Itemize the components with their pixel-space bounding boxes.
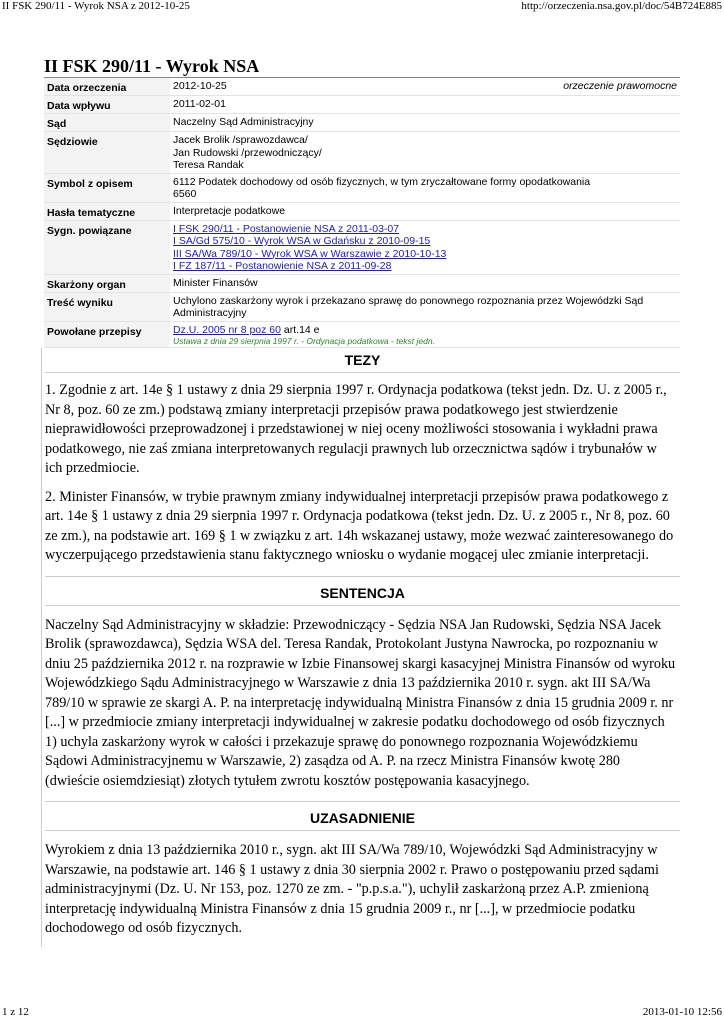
judge: Jacek Brolik /sprawozdawca/: [173, 134, 308, 146]
related-case-link[interactable]: III SA/Wa 789/10 - Wyrok WSA w Warszawie z 2010-10-13: [173, 247, 447, 260]
field-label: Sygn. powiązane: [44, 220, 170, 274]
table-row: [44, 274, 680, 292]
print-header-url: http://orzeczenia.nsa.gov.pl/doc/54B724E885: [521, 0, 722, 12]
section-heading: TEZY: [45, 348, 680, 373]
keywords: Interpretacje podatkowe: [170, 202, 680, 220]
related-case-link[interactable]: I FZ 187/11 - Postanowienie NSA z 2011-09-28: [173, 260, 392, 272]
judge: Teresa Randak: [173, 159, 244, 171]
related-case-link[interactable]: I SA/Gd 575/10 - Wyrok WSA w Gdańsku z 2010-09-15: [173, 235, 431, 247]
print-footer: [0, 1006, 724, 1020]
field-label: Sędziowie: [44, 132, 170, 174]
related-cases: [170, 220, 680, 274]
section-uzasadnienie: [41, 801, 680, 947]
thesis-paragraph: 2. Minister Finansów, w trybie prawnym zmiany indywidualnej interpretacji przepisów prawa podatkowego z art. 14e § 1 ustawy z dnia 29 sierpnia 1997 r. Ordynacja podatkowa (tekst jedn. Dz. U. z 2005 r., Nr 8, poz. 60 ze zm.), na podstawie art. 169 § 1 w związku z art. 14h wskazanej ustawy, może wezwać zainteresowanego do wyczerpującego przedstawienia stanu faktycznego wniosku o wydanie mogącej ulec zmianie interpretacji.: [45, 488, 674, 563]
judgment-date: 2012-10-25: [173, 80, 227, 92]
field-label: Data orzeczenia: [44, 78, 170, 96]
field-value-date: [170, 78, 680, 96]
field-label: Hasła tematyczne: [44, 202, 170, 220]
symbol: 6112 Podatek dochodowy od osób fizycznych, w tym zryczałtowane formy opodatkowania: [173, 175, 591, 188]
table-row: [44, 202, 680, 220]
section-heading: UZASADNIENIE: [45, 801, 680, 831]
document-page: [44, 56, 680, 947]
page-number: 1 z 12: [2, 1006, 29, 1018]
metadata-table: [44, 78, 680, 348]
field-label: Skarżony organ: [44, 274, 170, 292]
print-timestamp: 2013-01-10 12:56: [642, 1006, 722, 1018]
challenged-authority: Minister Finansów: [170, 274, 680, 292]
result-text: Uchylono zaskarżony wyrok i przekazano sprawę do ponownego rozpoznania przez Wojewódzki Sąd Administracyjny: [170, 292, 680, 321]
table-row: [44, 321, 680, 348]
court-name: Naczelny Sąd Administracyjny: [170, 114, 680, 132]
status-badge: orzeczenie prawomocne: [563, 80, 677, 92]
provision-link[interactable]: Dz.U. 2005 nr 8 poz 60: [173, 323, 281, 336]
table-row: [44, 96, 680, 114]
justification-paragraph: Wyrokiem z dnia 13 października 2010 r., sygn. akt III SA/Wa 789/10, Wojewódzki Sąd Administracyjny w Warszawie, na podstawie art. 146 § 1 ustawy z dnia 30 sierpnia 2002 r. Prawo o postępowaniu przed sądami administracyjnymi (Dz. U. Nr 153, poz. 1270 ze zm. - "p.p.s.a."), uchylił zaskarżoną przez A.P. zmienioną interpretację indywidualną Ministra Finansów z dnia 15 grudnia 2009 r., nr [...], w przedmiocie podatku dochodowego od osób fizycznych.: [45, 842, 659, 936]
field-label: Treść wyniku: [44, 292, 170, 321]
print-header-title: II FSK 290/11 - Wyrok NSA z 2012-10-25: [2, 0, 190, 12]
table-row: [44, 220, 680, 274]
receipt-date: 2011-02-01: [170, 96, 680, 114]
field-label: Sąd: [44, 114, 170, 132]
page-title: II FSK 290/11 - Wyrok NSA: [44, 56, 680, 78]
symbol-list: [170, 173, 680, 202]
judge: Jan Rudowski /przewodniczący/: [173, 146, 322, 159]
table-row: [44, 114, 680, 132]
table-row: [44, 173, 680, 202]
section-heading: SENTENCJA: [45, 576, 680, 606]
related-case-link[interactable]: I FSK 290/11 - Postanowienie NSA z 2011-03-07: [173, 222, 400, 235]
symbol: 6560: [173, 188, 197, 200]
section-sentencja: [41, 576, 680, 802]
field-label: Symbol z opisem: [44, 173, 170, 202]
table-row: [44, 292, 680, 321]
table-row: [44, 132, 680, 174]
section-tezy: [41, 348, 680, 576]
print-header: [0, 0, 724, 14]
provision-article: art.14 e: [280, 323, 320, 336]
thesis-paragraph: 1. Zgodnie z art. 14e § 1 ustawy z dnia 29 sierpnia 1997 r. Ordynacja podatkowa (tekst jedn. Dz. U. z 2005 r., Nr 8, poz. 60 ze zm.) podstawą zmiany interpretacji przepisów prawa podatkowego jest stwierdzenie nieprawidłowości przeprowadzonej i przedstawionej w niej oceny możliwości stosowania i wykładni prawa podatkowego, nie zaś zmiana interpretowanych regulacji prawnych lub orzecznictwa sądów i trybunałów w ich przedmiocie.: [45, 382, 667, 476]
field-label: Powołane przepisy: [44, 321, 170, 348]
sentence-paragraph: Naczelny Sąd Administracyjny w składzie: Przewodniczący - Sędzia NSA Jan Rudowski, Sędzia NSA Jacek Brolik (sprawozdawca), Sędzia WSA del. Teresa Randak, Protokolant Justyna Nawrocka, po rozpoznaniu w dniu 25 października 2012 r. na rozprawie w Izbie Finansowej skargi kasacyjnej Ministra Finansów od wyroku Wojewódzkiego Sądu Administracyjnego w Warszawie z dnia 13 października 2010 r. sygn. akt III SA/Wa 789/10 w sprawie ze skargi A. P. na interpretację indywidualną Ministra Finansów z dnia 15 grudnia 2009 r. nr [...] w przedmiocie zmiany interpretacji indywidualnej w zakresie podatku dochodowego od osób fizycznych 1) uchyla zaskarżony wyrok w całości i przekazuje sprawę do ponownego rozpoznania Wojewódzkiemu Sądowi Administracyjnemu w Warszawie, 2) zasądza od A. P. na rzecz Ministra Finansów kwotę 280 (dwieście osiemdziesiąt) złotych tytułem zwrotu kosztów postępowania kasacyjnego.: [45, 616, 676, 789]
judges-list: [170, 132, 680, 174]
field-label: Data wpływu: [44, 96, 170, 114]
cited-provisions: [170, 321, 680, 348]
provision-note: Ustawa z dnia 29 sierpnia 1997 r. - Ordynacja podatkowa - tekst jedn.: [173, 336, 435, 346]
table-row: [44, 78, 680, 96]
